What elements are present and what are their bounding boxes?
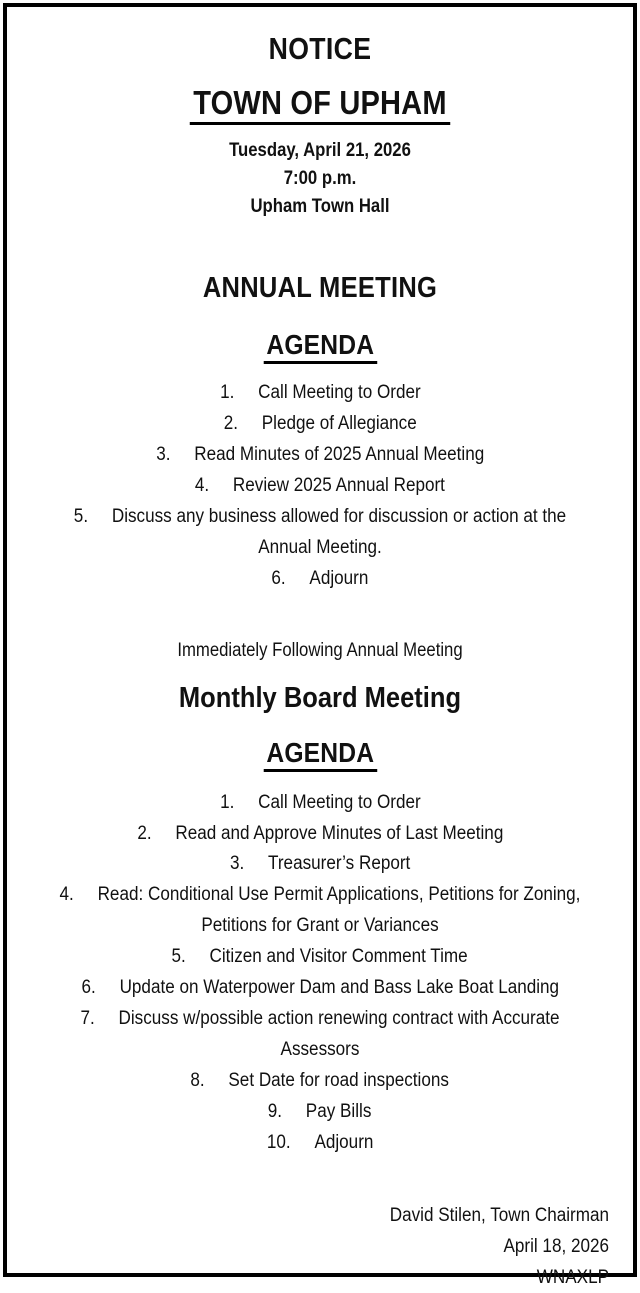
agenda-item-text: Call Meeting to Order	[257, 381, 421, 403]
agenda-item-text: Pledge of Allegiance	[261, 412, 417, 434]
agenda-item-text: Read and Approve Minutes of Last Meeting	[175, 822, 503, 844]
agenda-item-gap	[170, 444, 194, 465]
signature-date: April 18, 2026	[503, 1235, 609, 1257]
agenda-item-number: 5.	[73, 505, 89, 527]
agenda-item	[19, 409, 621, 440]
meeting-time: 7:00 p.m.	[283, 167, 357, 189]
agenda-item	[19, 1004, 621, 1066]
agenda-item-number: 7.	[80, 1008, 95, 1030]
notice-border	[3, 3, 637, 1288]
agenda-item-text: Discuss w/possible action renewing contract with Accurate Assessors	[118, 1008, 560, 1061]
agenda-item-number: 8.	[190, 1070, 205, 1092]
agenda-item-number: 2.	[223, 412, 238, 434]
agenda-item-gap	[96, 977, 120, 998]
annual-agenda-label: AGENDA	[263, 331, 376, 364]
signatory-name: David Stilen, Town Chairman	[389, 1205, 609, 1227]
agenda-item	[19, 1097, 621, 1128]
agenda-item-gap	[151, 823, 175, 844]
board-meeting-title: Monthly Board Meeting	[178, 681, 462, 714]
agenda-item-text: Adjourn	[314, 1132, 374, 1154]
agenda-item-gap	[282, 1101, 306, 1122]
agenda-item	[19, 880, 621, 942]
agenda-item-content	[55, 1004, 586, 1066]
agenda-item-text: Review 2025 Annual Report	[233, 474, 446, 496]
agenda-item-number: 6.	[81, 977, 96, 999]
agenda-item-content	[191, 1066, 450, 1097]
notice-heading: NOTICE	[268, 31, 372, 66]
agenda-item-number: 1.	[219, 791, 234, 813]
agenda-item-gap	[186, 946, 210, 967]
agenda-item-gap	[88, 506, 112, 527]
agenda-item-gap	[234, 382, 258, 403]
agenda-item	[19, 942, 621, 973]
agenda-item-number: 4.	[59, 884, 74, 906]
agenda-item-text: Call Meeting to Order	[257, 791, 421, 813]
town-name-heading: TOWN OF UPHAM	[190, 86, 450, 125]
agenda-item-number: 1.	[219, 381, 234, 403]
board-agenda-label: AGENDA	[263, 739, 376, 772]
agenda-item	[19, 378, 621, 409]
agenda-item-text: Update on Waterpower Dam and Bass Lake Boat Landing	[119, 977, 559, 999]
agenda-item-number: 3.	[156, 443, 171, 465]
agenda-item-gap	[238, 413, 262, 434]
agenda-item	[19, 1128, 621, 1159]
agenda-item	[19, 502, 621, 564]
annual-meeting-agenda-list	[19, 378, 621, 595]
agenda-item-text: Treasurer’s Report	[267, 853, 411, 875]
agenda-item-text: Citizen and Visitor Comment Time	[209, 946, 469, 968]
agenda-item-gap	[209, 475, 233, 496]
meeting-date: Tuesday, April 21, 2026	[229, 140, 411, 161]
agenda-item-content	[137, 819, 503, 850]
agenda-item-content	[267, 1128, 373, 1159]
agenda-item-content	[268, 1097, 372, 1128]
agenda-item-content	[55, 502, 586, 564]
agenda-item-text: Read Minutes of 2025 Annual Meeting	[194, 443, 484, 465]
board-agenda-label-row	[19, 736, 621, 772]
agenda-item-gap	[95, 1008, 119, 1029]
agenda-item-number: 2.	[136, 822, 152, 844]
agenda-item-number: 10.	[266, 1132, 291, 1154]
agenda-item-text: Read: Conditional Use Permit Applications, Petitions for Zoning, Petitions for Grant or Variances	[97, 884, 581, 937]
agenda-item-gap	[205, 1070, 229, 1091]
agenda-item-number: 6.	[271, 567, 286, 589]
agenda-item-text: Pay Bills	[306, 1101, 372, 1123]
annual-agenda-label-row	[19, 328, 621, 364]
town-name-row	[19, 86, 621, 125]
board-meeting-preamble: Immediately Following Annual Meeting	[177, 639, 463, 661]
agenda-item	[19, 471, 621, 502]
agenda-item	[19, 788, 621, 819]
agenda-item-content	[55, 880, 586, 942]
agenda-item-gap	[244, 853, 268, 874]
agenda-item	[19, 1066, 621, 1097]
agenda-item	[19, 849, 621, 880]
agenda-item-content	[220, 788, 421, 819]
agenda-item	[19, 440, 621, 471]
agenda-item	[19, 819, 621, 850]
agenda-item-gap	[234, 792, 258, 813]
agenda-item-number: 9.	[268, 1101, 283, 1123]
annual-meeting-title: ANNUAL MEETING	[202, 271, 438, 304]
agenda-item-content	[156, 440, 484, 471]
agenda-item-gap	[286, 568, 310, 589]
meeting-location: Upham Town Hall	[250, 195, 390, 217]
public-notice-document	[7, 7, 633, 1288]
agenda-item-content	[230, 849, 410, 880]
agenda-item-number: 3.	[229, 853, 245, 875]
agenda-item-text: Set Date for road inspections	[228, 1070, 450, 1092]
agenda-item-text: Discuss any business allowed for discussion or action at the Annual Meeting.	[111, 505, 567, 558]
agenda-item-content	[271, 564, 368, 595]
agenda-item-content	[81, 973, 559, 1004]
agenda-item-content	[172, 942, 468, 973]
agenda-item-content	[195, 471, 445, 502]
signature-block	[19, 1201, 609, 1293]
agenda-item-text: Adjourn	[309, 567, 369, 589]
agenda-item	[19, 973, 621, 1004]
agenda-item-gap	[74, 884, 98, 905]
agenda-item-number: 4.	[194, 474, 210, 496]
agenda-item	[19, 564, 621, 595]
agenda-item-content	[220, 378, 421, 409]
board-meeting-agenda-list	[19, 788, 621, 1160]
agenda-item-number: 5.	[171, 946, 187, 968]
agenda-item-gap	[291, 1132, 315, 1153]
agenda-item-content	[223, 409, 416, 440]
publication-code: WNAXLP	[536, 1266, 609, 1288]
